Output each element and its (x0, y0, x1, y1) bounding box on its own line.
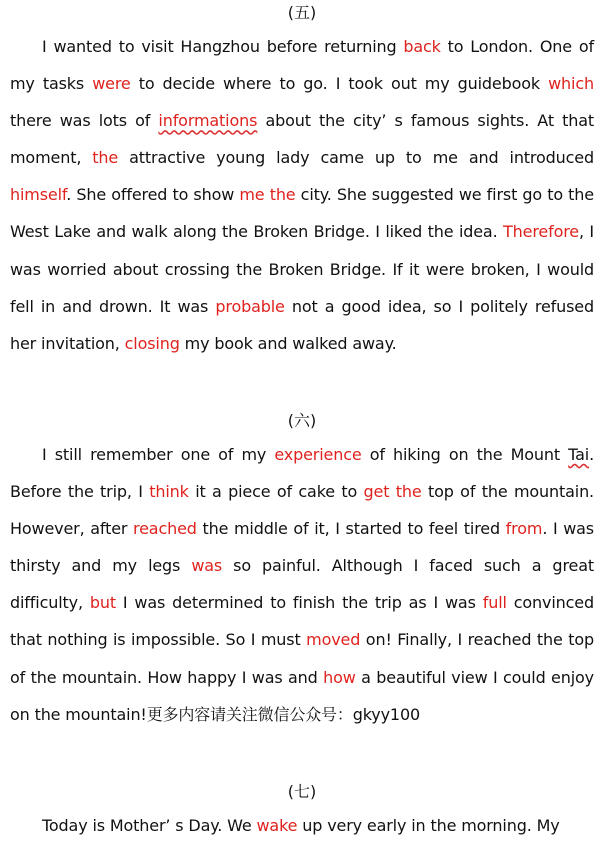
error-mark: how (323, 667, 356, 687)
error-mark: reached (133, 519, 197, 539)
text-run: city. She suggested we first go to the West Lake and walk along the Broken Bridge. I liked the idea. (10, 185, 594, 242)
error-mark: himself (10, 185, 67, 205)
error-mark: the (92, 148, 119, 168)
text-run: to decide where to go. I took out my guidebook (130, 74, 549, 94)
error-mark: me the (239, 185, 296, 205)
error-mark: think (149, 482, 189, 502)
error-mark: were (92, 74, 131, 94)
error-mark: closing (124, 333, 180, 353)
text-run: attractive young lady came up to me and introduced (118, 148, 594, 168)
error-mark: get the (363, 482, 422, 502)
error-mark: informations (158, 111, 258, 131)
error-mark: was (191, 556, 223, 576)
error-mark: Therefore (503, 222, 579, 242)
section-7-paragraph (10, 807, 594, 844)
text-run: up very early in the morning. My (297, 816, 560, 835)
error-mark: probable (215, 296, 285, 316)
text-run: . She offered to show (66, 185, 240, 205)
text-run: top of the mountain. However, after (10, 482, 594, 539)
error-mark: wake (256, 816, 298, 835)
text-run: my book and walked away. (179, 333, 397, 353)
text-run: not a good idea, so I politely refused her invitation, (10, 296, 595, 353)
error-mark: back (403, 37, 441, 56)
text-run: I still remember one of my (42, 445, 275, 464)
error-mark: full (482, 593, 507, 613)
error-mark: experience (274, 445, 362, 464)
text-run: to London. One of my tasks (10, 37, 594, 94)
error-mark: from (505, 519, 543, 539)
text-run: the middle of it, I started to feel tired (196, 519, 506, 539)
section-6-paragraph (10, 436, 594, 733)
spelling-mark: Tai (568, 445, 590, 464)
text-run: there was lots of (10, 111, 159, 131)
text-run: it a piece of cake to (188, 482, 364, 502)
text-run: about the city’ s famous sights. At that moment, (10, 111, 595, 168)
section-7-heading: (七) (287, 782, 317, 801)
text-run: I wanted to visit Hangzhou before returning (42, 37, 404, 56)
text-run: Today is Mother’ s Day. We (42, 816, 257, 835)
text-run: on! Finally, I reached the top of the mountain. How happy I was and (10, 630, 595, 687)
text-run: . Before the trip, I (10, 445, 594, 502)
error-mark: but (89, 593, 116, 613)
text-run: convinced that nothing is impossible. So I must (10, 593, 594, 650)
section-6-heading: (六) (287, 411, 317, 430)
error-mark: moved (306, 630, 361, 650)
section-5-paragraph (10, 28, 594, 362)
text-run: . I was thirsty and my legs (10, 519, 594, 576)
text-run: a beautiful view I could enjoy on the mountain!更多内容请关注微信公众号：gkyy100 (10, 667, 594, 724)
text-run: , I was worried about crossing the Broken Bridge. If it were broken, I would fell in and drown. It was (10, 222, 594, 316)
section-5-heading: (五) (287, 3, 317, 22)
error-mark: which (548, 74, 594, 94)
text-run: so painful. Although I faced such a great difficulty, (10, 556, 594, 613)
text-run: I was determined to finish the trip as I was (115, 593, 483, 613)
text-run: of hiking on the Mount (361, 445, 569, 464)
